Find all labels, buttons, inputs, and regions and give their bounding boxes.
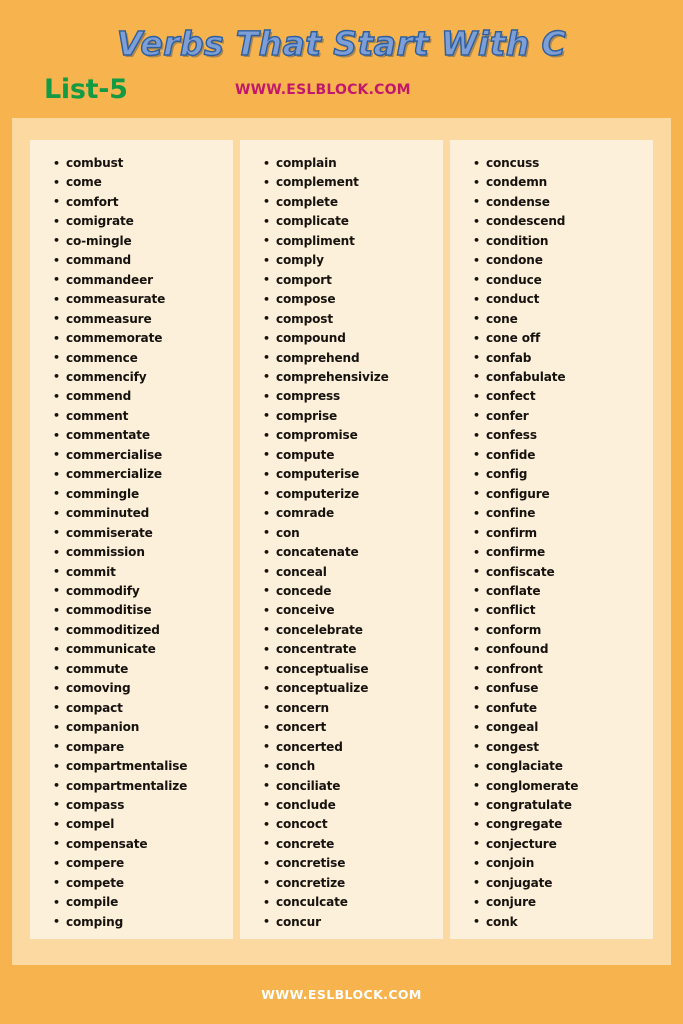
word-list-item: • concentrate bbox=[276, 640, 437, 659]
word-list-item: • conceptualize bbox=[276, 679, 437, 698]
word-list-item: • concede bbox=[276, 582, 437, 601]
word-list-item: • conform bbox=[486, 621, 647, 640]
word-list-item: • commeasure bbox=[66, 310, 227, 329]
word-column-2 bbox=[240, 140, 443, 939]
word-list-item: • compile bbox=[66, 893, 227, 912]
word-list-item: • confect bbox=[486, 387, 647, 406]
word-list-item: • come bbox=[66, 173, 227, 192]
word-list-item: • confide bbox=[486, 446, 647, 465]
word-list-1 bbox=[36, 154, 227, 932]
word-list-item: • condition bbox=[486, 232, 647, 251]
subtitle-row bbox=[0, 74, 683, 108]
word-list-item: • conclude bbox=[276, 796, 437, 815]
word-list-item: • complain bbox=[276, 154, 437, 173]
word-list-item: • congratulate bbox=[486, 796, 647, 815]
word-list-item: • conculcate bbox=[276, 893, 437, 912]
word-list-item: • confuse bbox=[486, 679, 647, 698]
word-list-item: • compass bbox=[66, 796, 227, 815]
word-list-item: • compare bbox=[66, 738, 227, 757]
word-list-item: • condescend bbox=[486, 212, 647, 231]
word-list-item: • conjecture bbox=[486, 835, 647, 854]
word-list-item: • compromise bbox=[276, 426, 437, 445]
word-list-item: • compliment bbox=[276, 232, 437, 251]
word-list-item: • commeasurate bbox=[66, 290, 227, 309]
word-list-item: • compress bbox=[276, 387, 437, 406]
word-list-item: • conceive bbox=[276, 601, 437, 620]
word-list-item: • commentate bbox=[66, 426, 227, 445]
word-list-item: • condone bbox=[486, 251, 647, 270]
word-list-item: • confabulate bbox=[486, 368, 647, 387]
word-list-item: • cone bbox=[486, 310, 647, 329]
word-list-item: • concert bbox=[276, 718, 437, 737]
word-list-item: • combust bbox=[66, 154, 227, 173]
word-list-item: • comrade bbox=[276, 504, 437, 523]
word-list-item: • confab bbox=[486, 349, 647, 368]
page-footer bbox=[0, 965, 683, 1024]
word-list-item: • comply bbox=[276, 251, 437, 270]
word-list-item: • confer bbox=[486, 407, 647, 426]
word-list-item: • concern bbox=[276, 699, 437, 718]
word-list-item: • complement bbox=[276, 173, 437, 192]
word-list-item: • comprise bbox=[276, 407, 437, 426]
word-list-item: • compartmentalize bbox=[66, 777, 227, 796]
word-list-item: • comport bbox=[276, 271, 437, 290]
word-list-3 bbox=[456, 154, 647, 932]
word-column-1 bbox=[30, 140, 233, 939]
word-list-item: • computerize bbox=[276, 485, 437, 504]
word-list-item: • commercialize bbox=[66, 465, 227, 484]
word-list-item: • compute bbox=[276, 446, 437, 465]
word-list-item: • commend bbox=[66, 387, 227, 406]
site-url-footer: WWW.ESLBLOCK.COM bbox=[261, 987, 422, 1002]
list-number-label: List-5 bbox=[44, 74, 128, 105]
word-list-item: • comminuted bbox=[66, 504, 227, 523]
word-list-item: • concelebrate bbox=[276, 621, 437, 640]
word-list-item: • concur bbox=[276, 913, 437, 932]
word-list-item: • commoditise bbox=[66, 601, 227, 620]
word-list-item: • configure bbox=[486, 485, 647, 504]
site-url-header: WWW.ESLBLOCK.COM bbox=[235, 82, 411, 98]
word-list-item: • congregate bbox=[486, 815, 647, 834]
word-list-item: • commoditized bbox=[66, 621, 227, 640]
word-list-item: • comoving bbox=[66, 679, 227, 698]
word-list-item: • comping bbox=[66, 913, 227, 932]
word-list-item: • comprehend bbox=[276, 349, 437, 368]
word-list-item: • conciliate bbox=[276, 777, 437, 796]
word-list-item: • compost bbox=[276, 310, 437, 329]
word-list-item: • commission bbox=[66, 543, 227, 562]
word-list-item: • comfort bbox=[66, 193, 227, 212]
word-list-item: • cone off bbox=[486, 329, 647, 348]
word-list-item: • compact bbox=[66, 699, 227, 718]
word-list-item: • conk bbox=[486, 913, 647, 932]
word-list-item: • communicate bbox=[66, 640, 227, 659]
word-list-item: • concoct bbox=[276, 815, 437, 834]
word-list-item: • compartmentalise bbox=[66, 757, 227, 776]
word-list-item: • commingle bbox=[66, 485, 227, 504]
word-list-item: • conceptualise bbox=[276, 660, 437, 679]
word-list-item: • concuss bbox=[486, 154, 647, 173]
word-list-item: • conjoin bbox=[486, 854, 647, 873]
word-list-item: • compete bbox=[66, 874, 227, 893]
word-list-item: • comprehensivize bbox=[276, 368, 437, 387]
word-list-item: • compere bbox=[66, 854, 227, 873]
word-list-item: • con bbox=[276, 524, 437, 543]
word-list-item: • conjure bbox=[486, 893, 647, 912]
word-list-item: • conduct bbox=[486, 290, 647, 309]
word-list-item: • command bbox=[66, 251, 227, 270]
word-list-item: • commodify bbox=[66, 582, 227, 601]
word-list-item: • commiserate bbox=[66, 524, 227, 543]
word-list-item: • conceal bbox=[276, 563, 437, 582]
word-list-item: • conduce bbox=[486, 271, 647, 290]
word-list-item: • conch bbox=[276, 757, 437, 776]
word-list-item: • congest bbox=[486, 738, 647, 757]
word-list-2 bbox=[246, 154, 437, 932]
word-list-item: • confine bbox=[486, 504, 647, 523]
word-list-item: • conflate bbox=[486, 582, 647, 601]
word-list-item: • concretise bbox=[276, 854, 437, 873]
word-list-item: • condemn bbox=[486, 173, 647, 192]
word-list-item: • complicate bbox=[276, 212, 437, 231]
word-list-item: • concerted bbox=[276, 738, 437, 757]
word-list-card bbox=[12, 118, 671, 965]
word-list-item: • conglomerate bbox=[486, 777, 647, 796]
word-list-item: • comment bbox=[66, 407, 227, 426]
word-list-item: • compound bbox=[276, 329, 437, 348]
word-list-item: • congeal bbox=[486, 718, 647, 737]
word-list-item: • compensate bbox=[66, 835, 227, 854]
word-list-item: • co-mingle bbox=[66, 232, 227, 251]
word-list-item: • confound bbox=[486, 640, 647, 659]
word-column-3 bbox=[450, 140, 653, 939]
word-list-item: • confirme bbox=[486, 543, 647, 562]
word-list-item: • compose bbox=[276, 290, 437, 309]
word-list-item: • commute bbox=[66, 660, 227, 679]
word-list-item: • companion bbox=[66, 718, 227, 737]
word-list-item: • commit bbox=[66, 563, 227, 582]
word-list-item: • commercialise bbox=[66, 446, 227, 465]
word-list-item: • commence bbox=[66, 349, 227, 368]
word-list-item: • compel bbox=[66, 815, 227, 834]
word-list-item: • commencify bbox=[66, 368, 227, 387]
word-list-item: • confirm bbox=[486, 524, 647, 543]
word-list-item: • confront bbox=[486, 660, 647, 679]
word-list-item: • computerise bbox=[276, 465, 437, 484]
word-list-item: • confute bbox=[486, 699, 647, 718]
word-list-item: • commemorate bbox=[66, 329, 227, 348]
word-list-item: • conjugate bbox=[486, 874, 647, 893]
page-title: Verbs That Start With C bbox=[116, 24, 567, 63]
word-list-item: • confess bbox=[486, 426, 647, 445]
word-list-item: • confiscate bbox=[486, 563, 647, 582]
word-list-item: • concatenate bbox=[276, 543, 437, 562]
word-list-item: • concrete bbox=[276, 835, 437, 854]
page-header bbox=[0, 0, 683, 118]
word-list-item: • conflict bbox=[486, 601, 647, 620]
word-list-item: • comigrate bbox=[66, 212, 227, 231]
word-list-item: • commandeer bbox=[66, 271, 227, 290]
word-list-item: • conglaciate bbox=[486, 757, 647, 776]
word-list-item: • config bbox=[486, 465, 647, 484]
word-list-item: • concretize bbox=[276, 874, 437, 893]
word-list-item: • condense bbox=[486, 193, 647, 212]
word-list-item: • complete bbox=[276, 193, 437, 212]
